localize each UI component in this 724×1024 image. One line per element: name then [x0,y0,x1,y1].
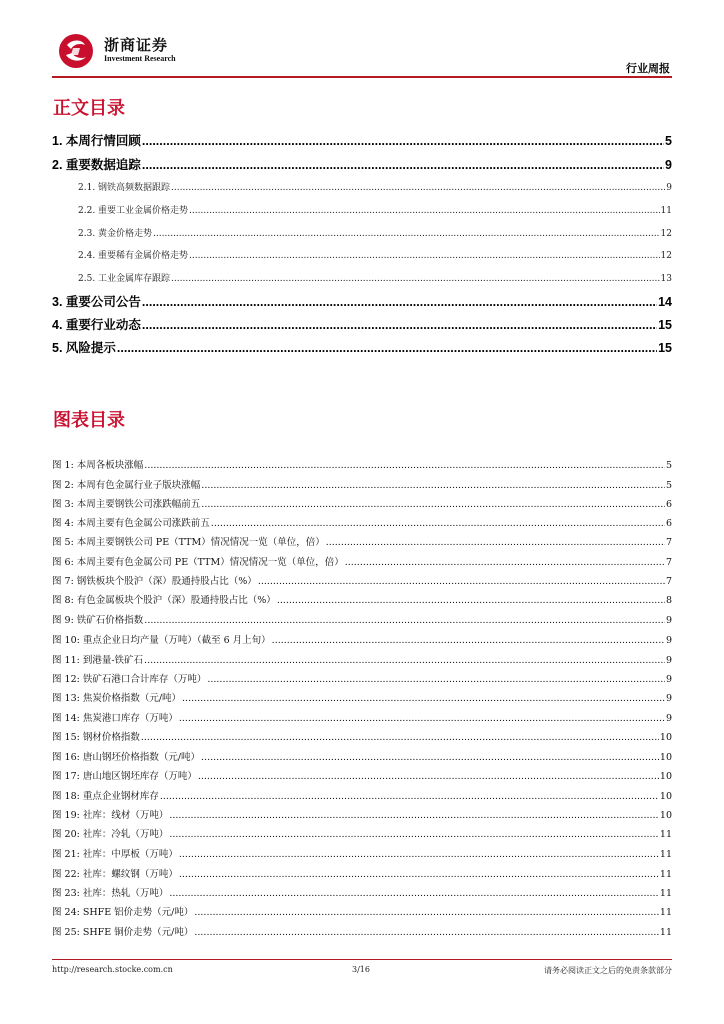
leader-dots [189,250,660,262]
leader-dots [144,459,665,472]
figure-entry-page: 9 [665,713,672,724]
toc-entry-page: 14 [658,295,672,309]
toc-entry-page: 9 [665,158,672,172]
figure-entry[interactable] [52,536,672,549]
figure-entry[interactable] [52,517,672,530]
leader-dots [117,340,657,356]
toc-entry-label: 2.1. 钢铁高频数据跟踪 [78,183,171,193]
toc-entry-label: 2.4. 重要稀有金属价格走势 [78,251,189,261]
leader-dots [179,712,665,725]
figure-entry-page: 5 [665,480,672,491]
figure-entry-label: 图 11: 到港量-铁矿石 [52,655,144,666]
toc-entry-label: 2.3. 黄金价格走势 [78,229,153,239]
figure-entry-page: 10 [659,810,672,821]
figure-entry-page: 7 [665,537,672,548]
toc-entry[interactable] [52,340,672,356]
leader-dots [272,634,665,647]
leader-dots [194,906,659,919]
leader-dots [141,731,659,744]
leader-dots [277,594,665,607]
toc-entry[interactable] [52,317,672,333]
figure-entry-page: 9 [665,693,672,704]
figure-entry[interactable] [52,868,672,881]
figure-entry-label: 图 19: 社库：线材（万吨） [52,810,169,821]
leader-dots [258,575,665,588]
figure-entry[interactable] [52,692,672,705]
leader-dots [201,751,659,764]
figure-entry-label: 图 16: 唐山钢坯价格指数（元/吨） [52,752,201,763]
figure-entry[interactable] [52,673,672,686]
figure-entry[interactable] [52,556,672,569]
figure-entry-label: 图 7: 钢铁板块个股沪（深）股通持股占比（%） [52,576,257,587]
toc-entry-label: 2. 重要数据追踪 [52,158,141,172]
figure-entry-label: 图 2: 本周有色金属行业子版块涨幅 [52,480,201,491]
leader-dots [179,868,659,881]
footer-divider [52,959,672,960]
figure-entry-label: 图 24: SHFE 铝价走势（元/吨） [52,907,194,918]
figure-entry-label: 图 1: 本周各板块涨幅 [52,460,144,471]
figure-entry-page: 10 [659,771,672,782]
leader-dots [142,317,657,333]
figure-entry-label: 图 20: 社库：冷轧（万吨） [52,829,169,840]
figure-entry[interactable] [52,770,672,783]
toc-entry-label: 3. 重要公司公告 [52,295,141,309]
leader-dots [179,848,659,861]
figure-entry-page: 11 [659,927,672,938]
leader-dots [169,887,659,900]
toc-entry-label: 2.2. 重要工业金属价格走势 [78,206,189,216]
toc-entry-label: 2.5. 工业金属库存跟踪 [78,274,171,284]
company-name-cn: 浙商证券 [104,36,169,54]
figure-entry[interactable] [52,594,672,607]
figure-entry[interactable] [52,498,672,511]
header-divider [52,76,672,78]
figure-entry-label: 图 15: 钢材价格指数 [52,732,140,743]
figure-entry[interactable] [52,459,672,472]
leader-dots [345,556,665,569]
toc-entry-page: 15 [658,318,672,332]
leader-dots [142,133,664,149]
toc-subentry[interactable] [78,205,672,217]
figure-entry-label: 图 4: 本周主要有色金属公司涨跌前五 [52,518,210,529]
figure-entry-page: 10 [659,791,672,802]
leader-dots [201,498,665,511]
toc-entry-page: 9 [666,183,672,193]
leader-dots [198,770,659,783]
leader-dots [169,828,659,841]
leader-dots [207,673,665,686]
toc-entry-label: 4. 重要行业动态 [52,318,141,332]
figure-entry-label: 图 17: 唐山地区钢坯库存（万吨） [52,771,197,782]
figure-entry-label: 图 6: 本周主要有色金属公司 PE（TTM）情况情况一览（单位，倍） [52,557,344,568]
toc-entry-page: 12 [660,229,672,239]
toc-entry[interactable] [52,133,672,149]
figure-entry-page: 5 [665,460,672,471]
figure-entry[interactable] [52,614,672,627]
figure-entry[interactable] [52,575,672,588]
figure-entry-page: 6 [665,518,672,529]
figure-entry-label: 图 8: 有色金属板块个股沪（深）股通持股占比（%） [52,595,276,606]
figure-entry-label: 图 23: 社库：热轧（万吨） [52,888,169,899]
toc-entry-page: 13 [660,274,672,284]
figure-entry[interactable] [52,712,672,725]
leader-dots [194,926,659,939]
figure-entry-page: 8 [665,595,672,606]
figure-entry-page: 9 [665,655,672,666]
footer-url[interactable]: http://research.stocke.com.cn [52,965,173,974]
toc-title: 正文目录 [53,98,125,119]
figure-entry-page: 6 [665,499,672,510]
toc-entry-page: 12 [660,251,672,261]
report-type: 行业周报 [626,62,670,75]
figure-entry-label: 图 22: 社库：螺纹钢（万吨） [52,869,178,880]
leader-dots [211,517,665,530]
company-logo-icon [58,33,94,69]
figure-entry-page: 11 [659,849,672,860]
toc-subentry[interactable] [78,228,672,240]
leader-dots [326,536,665,549]
figure-entry[interactable] [52,751,672,764]
figure-entry-page: 11 [659,829,672,840]
toc-subentry[interactable] [78,250,672,262]
toc-entry-label: 1. 本周行情回顾 [52,134,141,148]
toc-entry-page: 15 [658,341,672,355]
leader-dots [201,479,665,492]
toc-entry-page: 11 [660,206,672,216]
figure-entry-page: 7 [665,576,672,587]
figure-entry-page: 9 [665,674,672,685]
figure-entry-page: 11 [659,907,672,918]
figure-entry[interactable] [52,731,672,744]
figure-entry-label: 图 3: 本周主要钢铁公司涨跌幅前五 [52,499,201,510]
figure-entry-label: 图 13: 焦炭价格指数（元/吨） [52,693,182,704]
figure-entry-page: 11 [659,869,672,880]
leader-dots [153,228,660,240]
footer-disclaimer: 请务必阅读正文之后的免责条款部分 [544,966,672,975]
company-name-en: Investment Research [104,54,176,63]
figure-entry-label: 图 12: 铁矿石港口合计库存（万吨） [52,674,207,685]
figure-entry-label: 图 21: 社库：中厚板（万吨） [52,849,178,860]
figure-entry-page: 10 [659,732,672,743]
leader-dots [171,182,665,194]
leader-dots [189,205,660,217]
figure-list-title: 图表目录 [53,410,125,431]
toc-entry[interactable] [52,157,672,173]
figure-entry-label: 图 14: 焦炭港口库存（万吨） [52,713,178,724]
toc-entry-label: 5. 风险提示 [52,341,116,355]
figure-entry-page: 9 [665,615,672,626]
page-indicator: 3/16 [352,965,370,974]
figure-entry[interactable] [52,887,672,900]
figure-entry-page: 10 [659,752,672,763]
toc-subentry[interactable] [78,273,672,285]
figure-entry[interactable] [52,634,672,647]
toc-entry[interactable] [52,294,672,310]
leader-dots [160,790,659,803]
figure-entry[interactable] [52,654,672,667]
figure-entry-label: 图 9: 铁矿石价格指数 [52,615,144,626]
toc-subentry[interactable] [78,182,672,194]
figure-entry[interactable] [52,479,672,492]
figure-entry[interactable] [52,809,672,822]
toc-entry-page: 5 [665,134,672,148]
leader-dots [182,692,665,705]
leader-dots [169,809,659,822]
figure-entry[interactable] [52,848,672,861]
figure-entry-page: 9 [665,635,672,646]
figure-entry-label: 图 25: SHFE 铜价走势（元/吨） [52,927,194,938]
leader-dots [142,157,664,173]
leader-dots [171,273,660,285]
figure-entry-label: 图 5: 本周主要钢铁公司 PE（TTM）情况情况一览（单位，倍） [52,537,325,548]
figure-entry[interactable] [52,906,672,919]
figure-entry[interactable] [52,828,672,841]
figure-entry-label: 图 10: 重点企业日均产量（万吨）（截至 6 月上旬） [52,635,271,646]
leader-dots [144,614,665,627]
figure-entry[interactable] [52,790,672,803]
figure-entry-label: 图 18: 重点企业钢材库存 [52,791,159,802]
leader-dots [144,654,665,667]
figure-entry[interactable] [52,926,672,939]
figure-entry-page: 7 [665,557,672,568]
figure-entry-page: 11 [659,888,672,899]
leader-dots [142,294,657,310]
